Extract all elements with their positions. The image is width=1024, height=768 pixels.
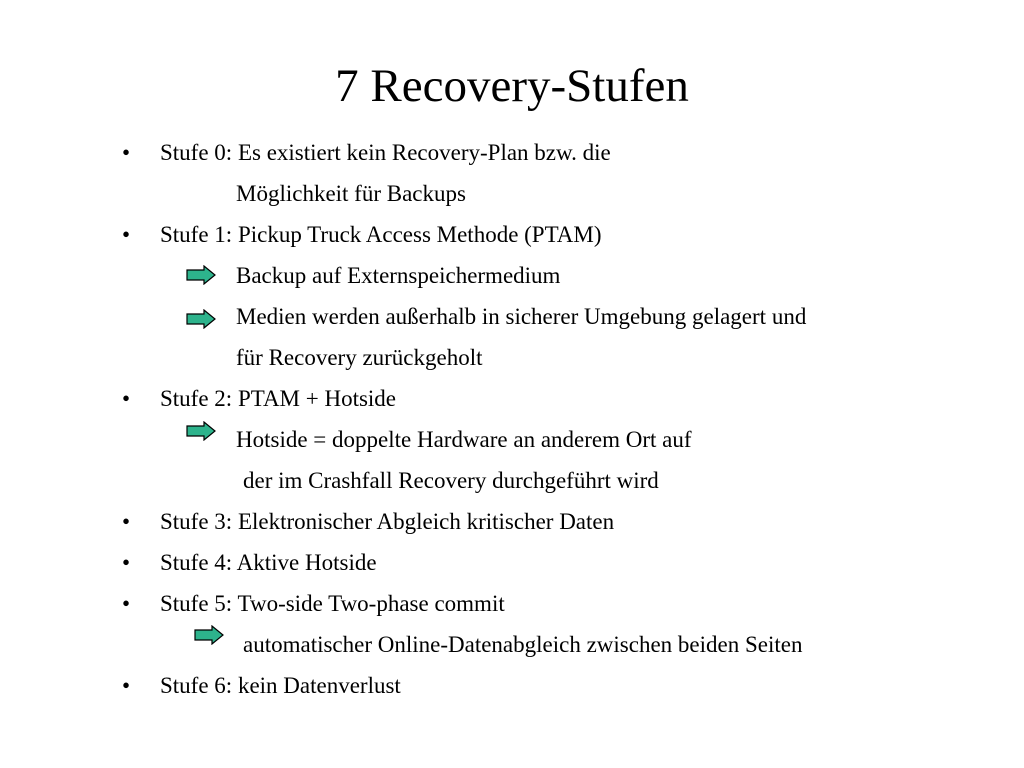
right-arrow-icon xyxy=(186,421,216,441)
list-item-stufe-6: Stufe 6: kein Datenverlust xyxy=(160,673,401,698)
list-item-stufe-3: Stufe 3: Elektronischer Abgleich kritischer Daten xyxy=(160,509,615,534)
list-item-stufe-5: Stufe 5: Two-side Two-phase commit xyxy=(160,591,505,616)
list-item-stufe-0: Stufe 0: Es existiert kein Recovery-Plan bzw. die xyxy=(160,140,611,165)
list-item-continuation: für Recovery zurückgeholt xyxy=(236,345,483,370)
bullet-icon: • xyxy=(122,509,131,534)
slide-title: 7 Recovery-Stufen xyxy=(335,60,689,112)
right-arrow-icon xyxy=(186,265,216,285)
list-item-stufe-2: Stufe 2: PTAM + Hotside xyxy=(160,386,397,411)
bullet-icon: • xyxy=(122,550,131,575)
list-item-sub: Hotside = doppelte Hardware an anderem Ort auf xyxy=(236,427,692,452)
list-item-sub: Backup auf Externspeichermedium xyxy=(236,263,561,288)
bullet-icon: • xyxy=(122,222,131,247)
bullet-icon: • xyxy=(122,591,131,616)
list-item-continuation: der im Crashfall Recovery durchgeführt wird xyxy=(243,468,659,493)
bullet-icon: • xyxy=(122,673,131,698)
list-item-sub: Medien werden außerhalb in sicherer Umgebung gelagert und xyxy=(236,304,807,329)
right-arrow-icon xyxy=(194,625,224,645)
list-item-continuation: Möglichkeit für Backups xyxy=(236,181,466,206)
right-arrow-icon xyxy=(186,309,216,329)
list-item-sub: automatischer Online-Datenabgleich zwischen beiden Seiten xyxy=(243,632,803,657)
list-item-stufe-1: Stufe 1: Pickup Truck Access Methode (PTAM) xyxy=(160,222,602,247)
bullet-icon: • xyxy=(122,386,131,411)
bullet-icon: • xyxy=(122,140,131,165)
list-item-stufe-4: Stufe 4: Aktive Hotside xyxy=(160,550,377,575)
